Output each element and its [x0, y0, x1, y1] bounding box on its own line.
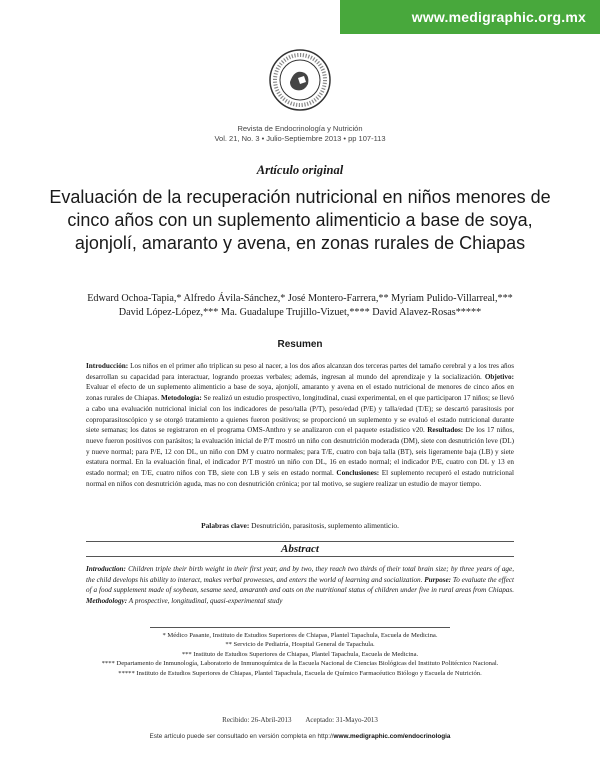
author-list — [30, 292, 570, 320]
abstract-method-label: Methodology: — [86, 597, 128, 606]
authors-line-1: Edward Ochoa-Tapia,* Alfredo Ávila-Sánchez,* José Montero-Farrera,** Myriam Pulido-Villarreal,*** — [87, 293, 513, 304]
footnote: ***** Instituto de Estudios Superiores de Chiapas, Plantel Tapachula, Escuela de Químico Farmacéutico Biólogo y Escuela de Nutrición. — [118, 669, 482, 677]
abstract-method-text: A prospective, longitudinal, quasi-experimental study — [127, 597, 283, 606]
resumen-heading: Resumen — [277, 339, 323, 350]
footnote: *** Instituto de Estudios Superiores de Chiapas, Plantel Tapachula, Escuela de Medicina. — [181, 650, 419, 658]
abstract-intro-label: Introduction: — [86, 565, 126, 573]
resumen-body — [86, 361, 514, 489]
resumen-method-text: Se realizó un estudio prospectivo, longitudinal, cuasi experimental, en el que participaron 17 niños; se llevó a cabo una evaluación nutricional inicial con los indicadores de peso/talla (P/T), peso/edad (P/E) y talla/edad (T/E); se descartó parasitosis por coproparasitoscópico y se otorgó tratamiento a quienes fueron positivos; se proporcionó un suplemento y se evaluó el estado nutricional durante siete semanas; los datos se registraron en el programa OMS-Anthro y se analizaron con el paquete estadístico v20. — [86, 394, 514, 435]
abstract-heading: Abstract — [281, 543, 319, 555]
resumen-results-text: De los 17 niños, nueve fueron positivos con parásitos; la evaluación inicial de P/T mostró un niño con desnutrición moderada (DM), siete con desnutrición leve (DL) y nueve normal; para P/E, 12 con DL, un niño con DM y cuatro normales; para T/E, cuatro con baja talla (BT), seis ligeramente baja (LB) y siete estatura normal. En la evaluación final, el indicador P/T mostró un niño con DL, 16 en estado normal; el indicador P/E, cuatro con DL y 13 en estado normal; en T/E, cuatro niños con TB, siete con LB y seis en estado normal. — [86, 426, 514, 478]
header-banner — [340, 0, 600, 34]
abstract-intro-text: Children triple their birth weight in their first year, and by two, they reach two thirds of their total brain size; by three years of age, the child develops his ability to interact, makes verbal prowesses, and enters the world of learning and socialization. — [86, 565, 514, 584]
authors-line-2: David López-López,*** Ma. Guadalupe Trujillo-Vizuet,**** David Alavez-Rosas***** — [118, 307, 482, 318]
resumen-conclusions-text: El suplemento recuperó el estado nutricional normal en niños con desnutrición aguda, mas no con desnutrición crónica; por tal motivo, se sugiere realizar un estudio de mayor tiempo. — [86, 469, 514, 488]
article-title: Evaluación de la recuperación nutricional en niños menores de cinco años con un suplemento alimenticio a base de soya, ajonjolí, amaranto y avena, en zonas rurales de Chiapas — [49, 187, 551, 253]
resumen-conclusions-label: Conclusiones: — [336, 469, 380, 478]
article-type: Artículo original — [256, 163, 344, 177]
keywords-label: Palabras clave: — [201, 521, 250, 530]
footnote: **** Departamento de Inmunología, Laboratorio de Inmunoquímica de la Escuela Nacional de Ciencias Biológicas del Instituto Politécnico Nacional. — [101, 660, 499, 668]
resumen-method-label: Metodología: — [161, 394, 202, 403]
footnote-divider — [150, 627, 450, 628]
footnote: * Médico Pasante, Instituto de Estudios Superiores de Chiapas, Plantel Tapachula, Escuela de Medicina. — [162, 632, 438, 639]
journal-link[interactable]: www.medigraphic.com/endocrinologia — [333, 733, 451, 740]
resumen-objective-text: Evaluar el efecto de un suplemento alimenticio a base de soya, ajonjolí, amaranto y avena en el estado nutricional de menores de cinco años en zonas rurales de Chiapas. — [86, 383, 514, 403]
section-divider — [86, 556, 514, 557]
medigraphic-link[interactable]: www.medigraphic.org.mx — [411, 9, 586, 25]
availability-note — [0, 733, 600, 740]
resumen-intro-text: Los niños en el primer año triplican su peso al nacer, a los dos años alcanzan dos terceras partes del tamaño cerebral y a los tres años desarrollan su capacidad para interactuar, logrando proezas verbales; además, ingresan al mundo del aprendizaje y la socialización. — [86, 362, 514, 381]
resumen-objective-label: Objetivo: — [484, 372, 514, 381]
article-dates — [0, 716, 600, 724]
section-divider — [86, 541, 514, 542]
affiliation-footnotes — [40, 631, 560, 678]
abstract-body — [86, 564, 514, 607]
received-date: Recibido: 26-Abril-2013 — [222, 716, 292, 724]
footnote: ** Servicio de Pediatría, Hospital General de Tapachula. — [225, 641, 375, 649]
journal-issue: Vol. 21, No. 3 • Julio-Septiembre 2013 • pp 107-113 — [214, 134, 386, 143]
resumen-intro-label: Introducción: — [86, 362, 129, 370]
abstract-purpose-label: Purpose: — [424, 575, 452, 584]
keywords-text: Desnutrición, parasitosis, suplemento alimenticio. — [249, 521, 399, 530]
journal-name: Revista de Endocrinología y Nutrición — [237, 124, 363, 133]
availability-text: Este artículo puede ser consultado en versión completa en http:// — [149, 733, 334, 740]
resumen-results-label: Resultados: — [427, 426, 464, 435]
keywords — [86, 521, 514, 530]
abstract-purpose-text: To evaluate the effect of a food supplement made of soybean, sesame seed, amaranth and oats on the nutritional status of children under five in rural areas from Chiapas. — [86, 575, 514, 595]
accepted-date: Aceptado: 31-Mayo-2013 — [305, 716, 378, 724]
journal-seal-logo — [268, 48, 332, 112]
journal-info — [0, 124, 600, 144]
